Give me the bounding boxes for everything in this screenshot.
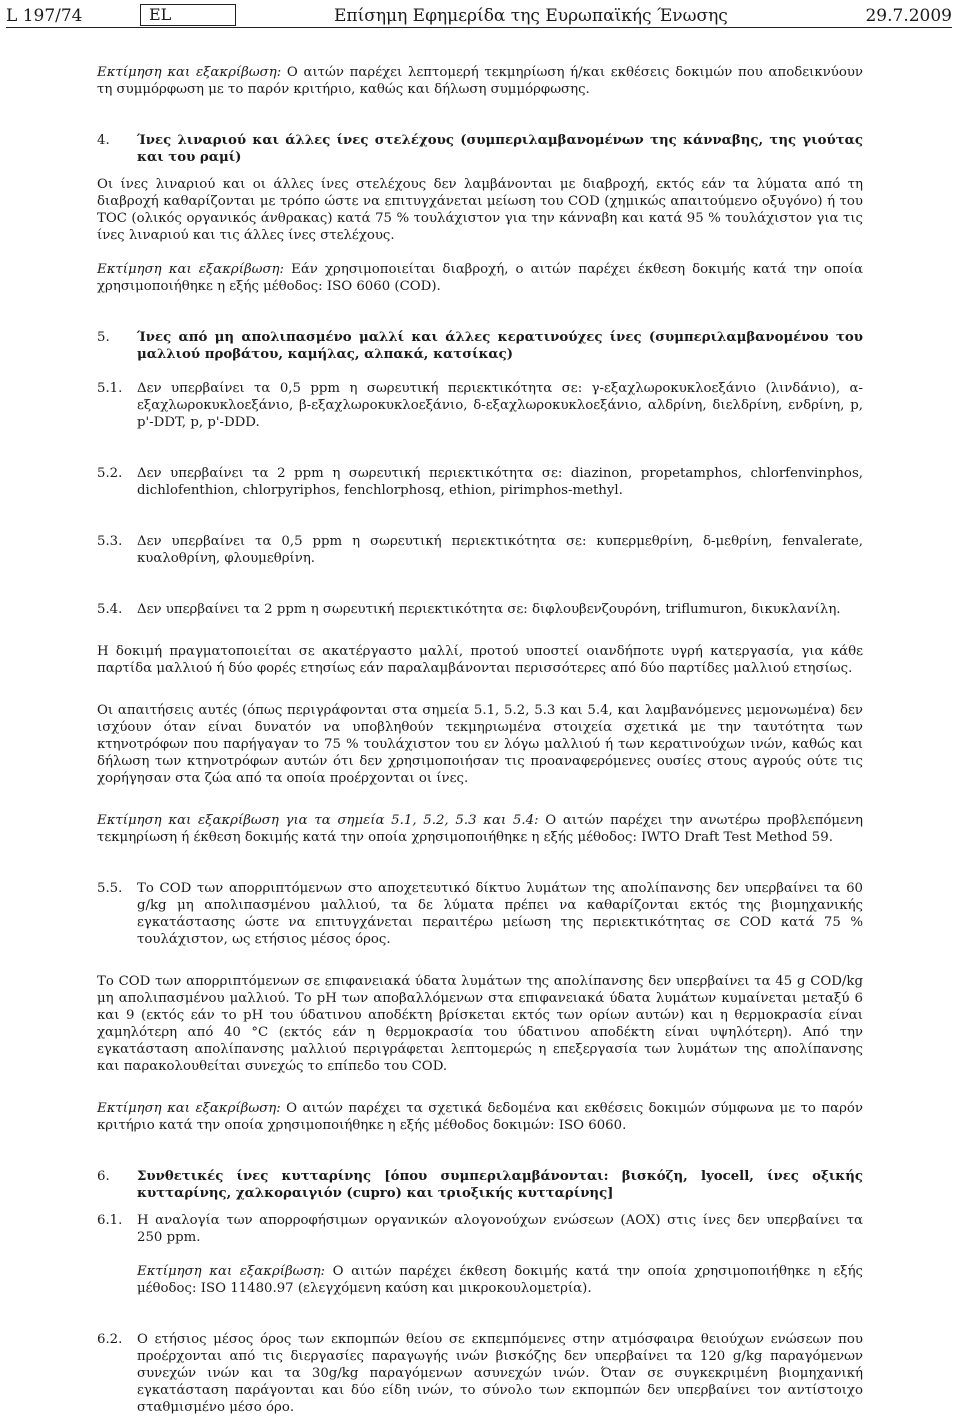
page-reference: L 197/74 [6, 6, 83, 26]
paragraph [97, 261, 863, 295]
section-heading-6 [97, 1168, 863, 1202]
paragraph: Οι απαιτήσεις αυτές (όπως περιγράφονται στα σημεία 5.1, 5.2, 5.3 και 5.4, και λαμβανόμενες μεμονωμένα) δεν ισχύουν όταν είναι δυνατόν να υποβληθούν τεκμηριωμένα στοιχεία σχετικά με την ταυτότητα των κτηνοτρόφων που παρήγαγαν το 75 % τουλάχιστον του εν λόγω μαλλιού ή των κερατινούχων ινών, καθώς και δήλωση των κτηνοτρόφων αυτών ότι δεν χρησιμοποιήσαν τις προαναφερόμενες ουσίες στους αγρούς ούτε τις χορήγησαν στα ζώα από τα οποία προέρχονται οι ίνες. [97, 703, 863, 786]
header-divider [6, 27, 952, 28]
section-title: Ίνες λιναριού και άλλες ίνες στελέχους (συμπεριλαμβανομένων της κάνναβης, της γιούτας και του ραμί) [137, 133, 863, 165]
subsection-number: 6.2. [97, 1332, 123, 1347]
subsection-text: Δεν υπερβαίνει τα 0,5 ppm η σωρευτική περιεκτικότητα σε: κυπερμεθρίνη, δ-μεθρίνη, fenvalerate, κυαλοθρίνη, φλουμεθρίνη. [137, 534, 863, 566]
paragraph [137, 1263, 863, 1297]
paragraph-text: Ο αιτών παρέχει την ανωτέρω προβλεπόμενη τεκμηρίωση ή έκθεση δοκιμής κατά την οποία χρησιμοποιήθηκε η εξής μέθοδος: IWTO Draft Test Method 59. [97, 813, 863, 845]
subsection-text: Δεν υπερβαίνει τα 0,5 ppm η σωρευτική περιεκτικότητα σε: γ-εξαχλωροκυκλοεξάνιο (λινδάνιο), α-εξαχλωροκυκλοεξάνιο, β-εξαχλωροκυκλοεξάνιο, δ-εξαχλωροκυκλοεξάνιο, αλδρίνη, διελδρίνη, ενδρίνη, p, p'-DDT, p, p'-DDD. [137, 381, 863, 430]
subsection-5-3 [97, 533, 863, 567]
subsection-text: Η αναλογία των απορροφήσιμων οργανικών αλογονούχων ενώσεων (AOX) στις ίνες δεν υπερβαίνει τα 250 ppm. [137, 1213, 863, 1245]
paragraph [97, 812, 863, 846]
subsection-number: 5.2. [97, 466, 123, 481]
section-number: 4. [97, 133, 110, 148]
subsection-5-4 [97, 601, 863, 618]
assessment-label: Εκτίμηση και εξακρίβωση: [97, 262, 285, 277]
section-title: Ίνες από μη απολιπασμένο μαλλί και άλλες κερατινούχες ίνες (συμπεριλαμβανομένου του μαλλιού προβάτου, καμήλας, αλπακά, κατσίκας) [137, 330, 863, 362]
paragraph: Το COD των απορριπτόμενων σε επιφανειακά ύδατα λυμάτων της απολίπανσης δεν υπερβαίνει τα 45 g COD/kg μη απολιπασμένου μαλλιού. Το pH των αποβαλλόμενων στα επιφανειακά ύδατα λυμάτων κυμαίνεται μεταξύ 6 και 9 (εκτός εάν το pH του ύδατινου αποδέκτη βρίσκεται εκτός των ορίων αυτών) και η θερμοκρασία είναι χαμηλότερη από 40 °C (εκτός εάν η θερμοκρασία του ύδατινου αποδέκτη είναι υψηλότερη). Από την εγκατάσταση απολίπανσης μαλλιού περιγράφεται λεπτομερώς η επεξεργασία των λυμάτων της απολίπανσης και παρακολουθείται συνεχώς το επίπεδο του COD. [97, 974, 863, 1074]
paragraph-text: Ο αιτών παρέχει τα σχετικά δεδομένα και εκθέσεις δοκιμών σύμφωνα με το παρόν κριτήριο κατά την οποία χρησιμοποιήθηκε η εξής μέθοδος δοκιμών: ISO 6060. [97, 1101, 864, 1133]
section-title: Συνθετικές ίνες κυτταρίνης [όπου συμπεριλαμβάνονται: βισκόζη, lyocell, ίνες οξικής κυτταρίνης, χαλκοραιγιόν (cupro) και τριοξικής κυτταρίνης] [137, 1169, 863, 1201]
subsection-number: 5.1. [97, 381, 123, 396]
paragraph: Οι ίνες λιναριού και οι άλλες ίνες στελέχους δεν λαμβάνονται με διαβροχή, εκτός εάν τα λύματα από τη διαβροχή καθαρίζονται με τρόπο ώστε να επιτυγχάνεται μείωση του COD (χημικώς απαιτούμενο οξυγόνο) ή του TOC (ολικός οργανικός άνθρακας) κατά 75 % τουλάχιστον για την κάνναβη και κατά 95 % τουλάχιστον για τις ίνες λιναριού και τις άλλες ίνες στελέχους. [97, 177, 863, 243]
document-body [97, 64, 863, 1416]
assessment-label: Εκτίμηση και εξακρίβωση: [97, 1101, 281, 1116]
subsection-number: 5.5. [97, 881, 123, 896]
subsection-text: Δεν υπερβαίνει τα 2 ppm η σωρευτική περιεκτικότητα σε: diazinon, propetamphos, chlorfenvinphos, dichlofenthion, chlorpyriphos, fenchlorphosq, ethion, pirimphos-methyl. [137, 466, 863, 498]
subsection-text: Δεν υπερβαίνει τα 2 ppm η σωρευτική περιεκτικότητα σε: διφλουβενζουρόνη, triflumuron, δικυκλανίλη. [137, 602, 841, 617]
assessment-label: Εκτίμηση και εξακρίβωση για τα σημεία 5.1, 5.2, 5.3 και 5.4: [97, 813, 539, 828]
paragraph-text: Ο αιτών παρέχει λεπτομερή τεκμηρίωση ή/και εκθέσεις δοκιμών που αποδεικνύουν τη συμμόρφωση με το παρόν κριτήριο, καθώς και δήλωση συμμόρφωσης. [97, 65, 863, 97]
section-heading-5 [97, 329, 863, 363]
language-code: EL [140, 4, 236, 26]
subsection-number: 5.3. [97, 534, 123, 549]
paragraph-text: Εάν χρησιμοποιείται διαβροχή, ο αιτών παρέχει έκθεση δοκιμής κατά την οποία χρησιμοποιήθηκε η εξής μέθοδος: ISO 6060 (COD). [97, 262, 864, 294]
paragraph [97, 1100, 863, 1134]
subsection-number: 5.4. [97, 602, 123, 617]
section-number: 5. [97, 330, 110, 345]
paragraph-text: Ο αιτών παρέχει έκθεση δοκιμής κατά την οποία χρησιμοποιήθηκε η εξής μέθοδος: ISO 11480.97 (ελεγχόμενη καύση και μικροκουλομετρία). [137, 1264, 863, 1296]
paragraph [97, 64, 863, 98]
section-number: 6. [97, 1169, 110, 1184]
subsection-6-1 [97, 1212, 863, 1246]
assessment-label: Εκτίμηση και εξακρίβωση: [137, 1264, 326, 1279]
section-heading-4 [97, 132, 863, 166]
subsection-text: Ο ετήσιος μέσος όρος των εκπομπών θείου σε εκπεμπόμενες στην ατμόσφαιρα θειούχων ενώσεων που προέρχονται από τις διεργασίες παραγωγής ινών βισκόζης δεν υπερβαίνει τα 120 g/kg παραγόμενων συνεχών ινών και τα 30g/kg παραγόμενων ασυνεχών ινών. Όταν σε συγκεκριμένη βιομηχανική εγκατάσταση παράγονται και δύο είδη ινών, το σύνολο των εκπομπών δεν υπερβαίνει τον αντίστοιχο σταθμισμένο μέσο όρο. [137, 1332, 863, 1415]
assessment-label: Εκτίμηση και εξακρίβωση: [97, 65, 282, 80]
subsection-5-1 [97, 380, 863, 431]
subsection-5-5 [97, 880, 863, 948]
paragraph: Η δοκιμή πραγματοποιείται σε ακατέργαστο μαλλί, προτού υποστεί οιανδήποτε υγρή κατεργασία, για κάθε παρτίδα μαλλιού ή δύο φορές ετησίως εάν παραλαμβάνονται περισσότερες από δύο παρτίδες μαλλιού ετησίως. [97, 644, 863, 676]
subsection-text: Το COD των απορριπτόμενων στο αποχετευτικό δίκτυο λυμάτων της απολίπανσης δεν υπερβαίνει τα 60 g/kg μη απολιπασμένου μαλλιού, τα δε λύματα πρέπει να καθαρίζονται εκτός της βιομηχανικής εγκατάστασης ώστε να επιτυγχάνεται περαιτέρω μείωση της περιεκτικότητας σε COD κατά 75 % τουλάχιστον, ως ετήσιος μέσος όρος. [137, 881, 863, 947]
subsection-6-2 [97, 1331, 863, 1416]
subsection-number: 6.1. [97, 1213, 123, 1228]
journal-title: Επίσημη Εφημερίδα της Ευρωπαϊκής Ένωσης [334, 6, 728, 26]
publication-date: 29.7.2009 [865, 6, 952, 26]
subsection-5-2 [97, 465, 863, 499]
